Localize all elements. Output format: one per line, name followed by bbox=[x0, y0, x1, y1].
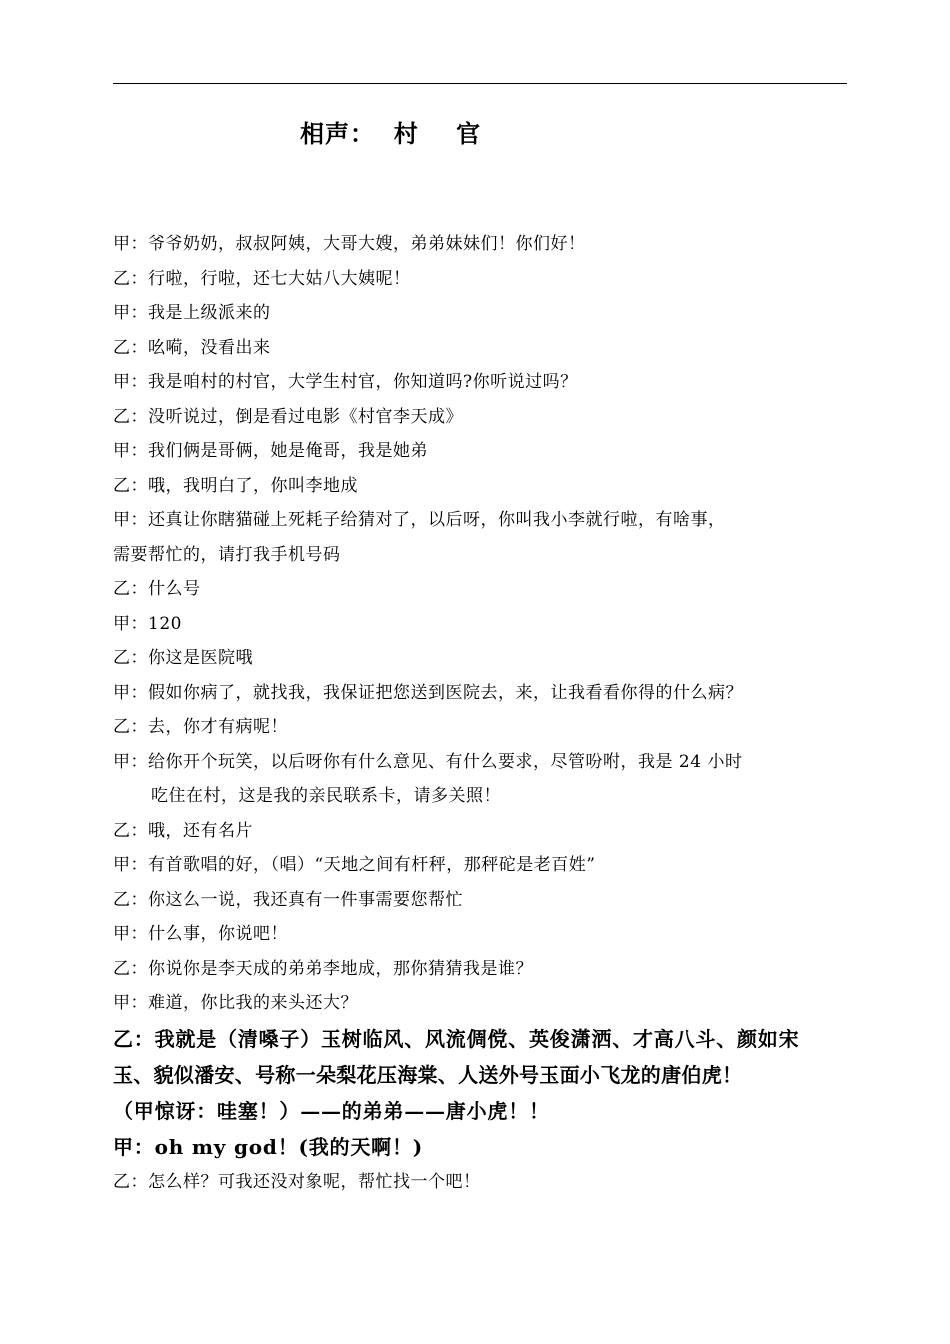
dialogue-line: 甲：什么事，你说吧！ bbox=[113, 924, 288, 944]
dialogue-line: 甲：爷爷奶奶，叔叔阿姨，大哥大嫂，弟弟妹妹们！你们好！ bbox=[113, 234, 586, 254]
dialogue-line: 乙：行啦，行啦，还七大姑八大姨呢！ bbox=[113, 268, 411, 289]
dialogue-line: 乙：哦，还有名片 bbox=[113, 820, 253, 841]
dialogue-line: 玉、貌似潘安、号称一朵梨花压海棠、人送外号玉面小飞龙的唐伯虎！ bbox=[113, 1062, 743, 1087]
dialogue-line: 甲：给你开个玩笑，以后呀你有什么意见、有什么要求，尽管吩咐，我是 24 小时 bbox=[113, 751, 743, 772]
page-title: 相声： 村 官 bbox=[300, 119, 482, 148]
dialogue-line: 乙：没听说过，倒是看过电影《村官李天成》 bbox=[113, 406, 463, 427]
dialogue-line: （甲惊讶：哇塞！）——的弟弟——唐小虎！！ bbox=[113, 1098, 550, 1123]
dialogue-line: 甲：我是咱村的村官，大学生村官，你知道吗?你听说过吗？ bbox=[113, 372, 578, 392]
dialogue-line: 乙：去，你才有病呢！ bbox=[113, 717, 288, 737]
dialogue-line: 乙：我就是（清嗓子）玉树临风、风流倜傥、英俊潇洒、才高八斗、颜如宋 bbox=[113, 1026, 800, 1051]
dialogue-line: 甲：oh my god！(我的天啊！) bbox=[113, 1134, 424, 1159]
dialogue-line: 甲：我们俩是哥俩，她是俺哥，我是她弟 bbox=[113, 441, 428, 461]
dialogue-line: 甲：我是上级派来的 bbox=[113, 303, 271, 323]
dialogue-line: 甲：难道，你比我的来头还大？ bbox=[113, 993, 358, 1013]
dialogue-line: 乙：你这是医院哦 bbox=[113, 648, 253, 668]
dialogue-line: 乙：吆嗬，没看出来 bbox=[113, 337, 271, 358]
dialogue-line: 甲：120 bbox=[113, 613, 182, 634]
dialogue-line: 需要帮忙的，请打我手机号码 bbox=[113, 544, 341, 565]
dialogue-line: 乙：什么号 bbox=[113, 579, 201, 599]
dialogue-line: 吃住在村，这是我的亲民联系卡，请多关照！ bbox=[151, 786, 501, 806]
dialogue-line: 乙：你说你是李天成的弟弟李地成，那你猜猜我是谁？ bbox=[113, 958, 533, 979]
dialogue-line: 甲：还真让你瞎猫碰上死耗子给猜对了，以后呀，你叫我小李就行啦，有啥事， bbox=[113, 510, 726, 530]
dialogue-line: 甲：假如你病了，就找我，我保证把您送到医院去，来，让我看看你得的什么病？ bbox=[113, 682, 743, 703]
dialogue-line: 乙：怎么样？可我还没对象呢，帮忙找一个吧！ bbox=[113, 1171, 481, 1192]
header-rule bbox=[113, 83, 847, 84]
dialogue-line: 乙：你这么一说，我还真有一件事需要您帮忙 bbox=[113, 889, 463, 910]
dialogue-body bbox=[113, 227, 851, 1199]
dialogue-line: 甲：有首歌唱的好，（唱）“天地之间有杆秤，那秤砣是老百姓” bbox=[113, 855, 596, 875]
dialogue-line: 乙：哦，我明白了，你叫李地成 bbox=[113, 475, 358, 496]
